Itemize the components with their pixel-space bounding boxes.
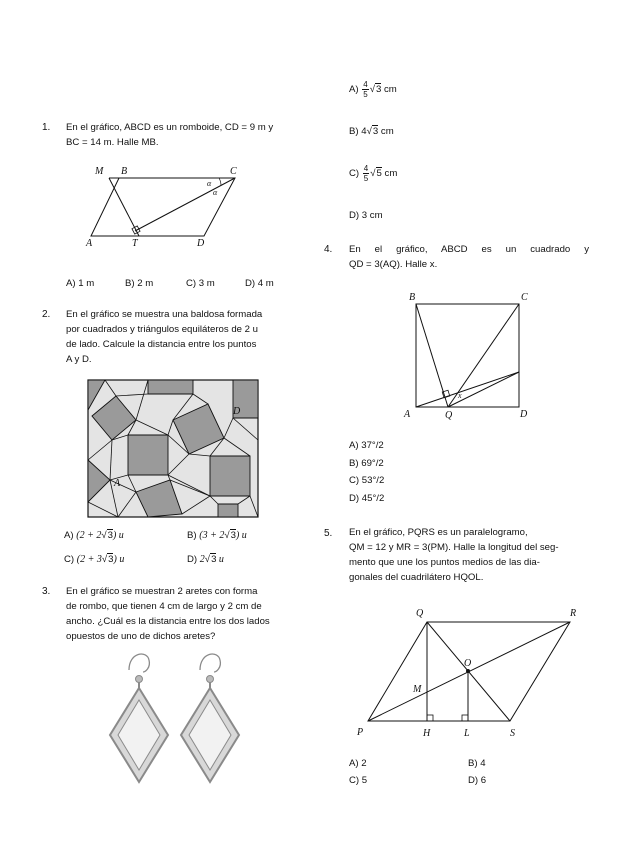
q4-label-B: B bbox=[409, 292, 416, 303]
q5-text-line3: mento que une los puntos medios de las dia- bbox=[349, 557, 540, 568]
q1-text-line2: BC = 14 m. Halle MB. bbox=[66, 137, 159, 148]
q1-label-M: M bbox=[95, 166, 104, 177]
q1-text bbox=[66, 120, 308, 150]
q5-option-a[interactable]: A) 2 bbox=[349, 758, 367, 769]
q5-label-S: S bbox=[510, 728, 515, 739]
q5-option-c[interactable]: C) 5 bbox=[349, 775, 368, 786]
q5-text bbox=[349, 525, 589, 585]
q2-option-d[interactable]: D) 2√3 u bbox=[187, 554, 224, 565]
q1-label-alpha2: α bbox=[213, 188, 218, 197]
q2-text-line2: por cuadrados y triángulos equiláteros de 2 u bbox=[66, 324, 258, 335]
q1-label-D: D bbox=[197, 238, 205, 249]
q2-option-b[interactable]: B) (3 + 2√3) u bbox=[187, 530, 247, 541]
q5-option-b[interactable]: B) 4 bbox=[468, 758, 486, 769]
q1-label-B: B bbox=[121, 166, 128, 177]
q5-text-line2: QM = 12 y MR = 3(PM). Halle la longitud del seg- bbox=[349, 542, 559, 553]
q4-option-c[interactable]: C) 53°/2 bbox=[349, 475, 385, 486]
q1-option-b[interactable]: B) 2 m bbox=[125, 278, 154, 289]
q3-option-a[interactable]: A) $\frac{4}{5}$ √3 cm bbox=[349, 80, 397, 99]
q3-text-line2: de rombo, que tienen 4 cm de largo y 2 cm de bbox=[66, 601, 262, 612]
q1-bisector-CT bbox=[135, 178, 235, 231]
q3-text-line3: ancho. ¿Cuál es la distancia entre los dos lados bbox=[66, 616, 270, 627]
q4-square-figure bbox=[402, 290, 542, 425]
q3-option-b[interactable]: B) 4√3 cm bbox=[349, 126, 394, 137]
q4-text bbox=[349, 242, 589, 272]
q2-text-line4: A y D. bbox=[66, 354, 92, 365]
q5-label-P: P bbox=[357, 727, 364, 738]
q2-tile-figure bbox=[88, 380, 258, 517]
q4-option-d[interactable]: D) 45°/2 bbox=[349, 493, 385, 504]
q1-figure bbox=[85, 163, 245, 253]
q4-option-b[interactable]: B) 69°/2 bbox=[349, 458, 384, 469]
q5-label-M: M bbox=[413, 684, 422, 695]
q5-text-line1: En el gráfico, PQRS es un paralelogramo, bbox=[349, 527, 528, 538]
q2-option-a[interactable]: A) (2 + 2√3) u bbox=[64, 530, 124, 541]
q3-number: 3. bbox=[42, 586, 51, 597]
earring-left bbox=[110, 654, 168, 782]
q2-option-c[interactable]: C) (2 + 3√3) u bbox=[64, 554, 125, 565]
q4-label-C: C bbox=[521, 292, 528, 303]
q4-label-A: A bbox=[404, 409, 411, 420]
q5-label-R: R bbox=[570, 608, 577, 619]
q5-label-O: O bbox=[464, 658, 472, 669]
q2-text-line3: de lado. Calcule la distancia entre los puntos bbox=[66, 339, 257, 350]
q4-text-line2: QD = 3(AQ). Halle x. bbox=[349, 259, 438, 270]
q3-text-line1: En el gráfico se muestran 2 aretes con forma bbox=[66, 586, 258, 597]
q3-text bbox=[66, 584, 308, 644]
q4-text-line1: En el gráfico, ABCD es un cuadrado y bbox=[349, 244, 589, 255]
q2-text bbox=[66, 307, 308, 367]
q3-option-d[interactable]: D) 3 cm bbox=[349, 210, 383, 221]
q1-romboid bbox=[91, 178, 235, 236]
q4-square bbox=[416, 304, 519, 407]
q1-number: 1. bbox=[42, 122, 51, 133]
q1-label-T: T bbox=[132, 238, 138, 249]
q5-number: 5. bbox=[324, 528, 333, 539]
q2-number: 2. bbox=[42, 309, 51, 320]
q1-label-C: C bbox=[230, 166, 237, 177]
q5-parallelogram-figure bbox=[352, 605, 592, 740]
q5-label-L: L bbox=[464, 728, 470, 739]
q4-label-x: x bbox=[458, 391, 462, 400]
q3-earrings-figure bbox=[105, 648, 245, 788]
q2-label-A: A bbox=[114, 478, 121, 489]
q1-text-line1: En el gráfico, ABCD es un romboide, CD = 9 m y bbox=[66, 122, 274, 133]
q4-label-Q: Q bbox=[445, 410, 453, 421]
q1-option-a[interactable]: A) 1 m bbox=[66, 278, 95, 289]
earring-right bbox=[181, 654, 239, 782]
q1-option-c[interactable]: C) 3 m bbox=[186, 278, 215, 289]
q1-label-alpha1: α bbox=[207, 179, 212, 188]
q3-option-c[interactable]: C) $\frac{4}{5}$ √5 cm bbox=[349, 164, 398, 183]
q5-text-line4: gonales del cuadrilátero HQOL. bbox=[349, 572, 484, 583]
q4-number: 4. bbox=[324, 244, 333, 255]
q5-label-H: H bbox=[423, 728, 431, 739]
q5-label-Q: Q bbox=[416, 608, 424, 619]
q2-label-D: D bbox=[233, 406, 241, 417]
q3-text-line4: opuestos de uno de dichos aretes? bbox=[66, 631, 216, 642]
q5-option-d[interactable]: D) 6 bbox=[468, 775, 487, 786]
q4-label-D: D bbox=[520, 409, 528, 420]
q1-option-d[interactable]: D) 4 m bbox=[245, 278, 274, 289]
q2-text-line1: En el gráfico se muestra una baldosa formada bbox=[66, 309, 263, 320]
q4-option-a[interactable]: A) 37°/2 bbox=[349, 440, 384, 451]
q1-label-A: A bbox=[86, 238, 93, 249]
